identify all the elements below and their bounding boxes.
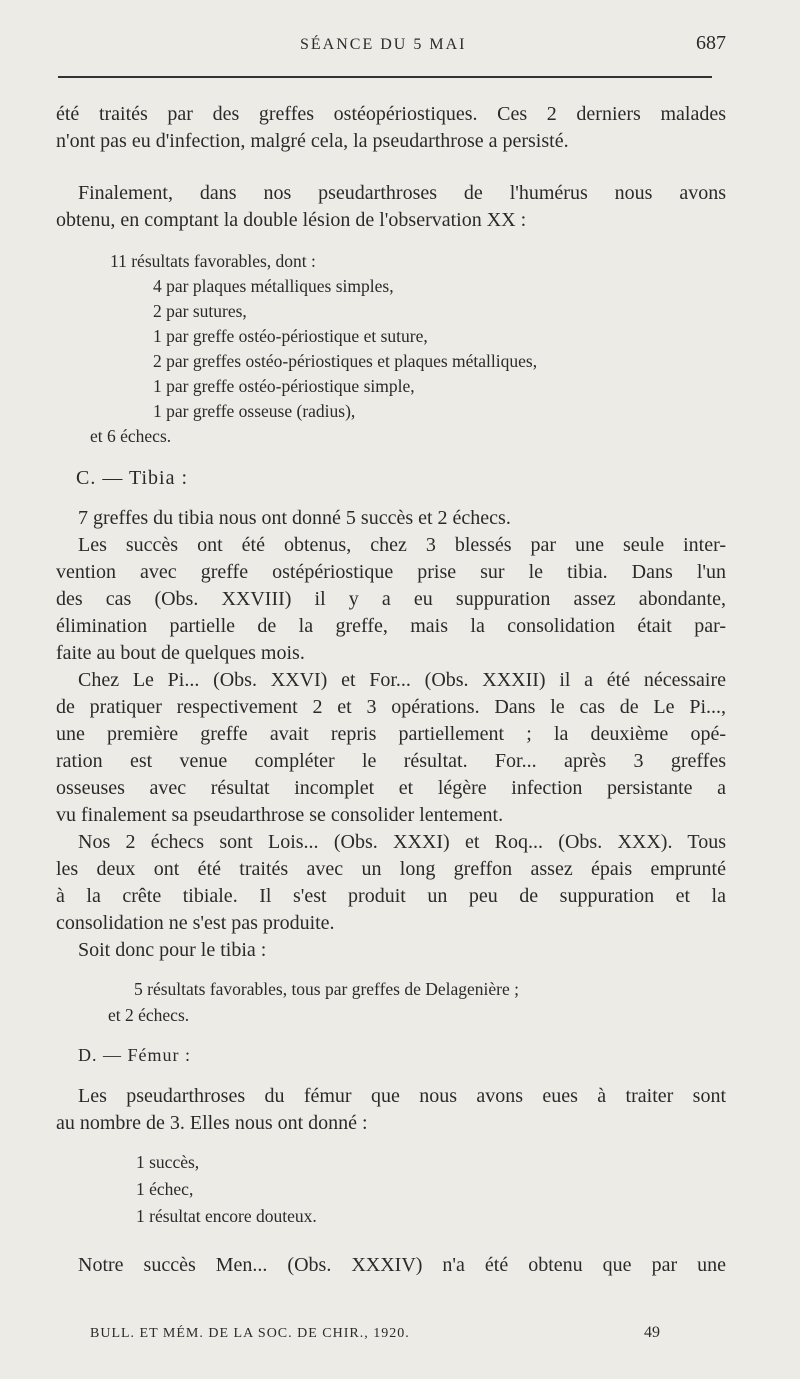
text-line: n'ont pas eu d'infection, malgré cela, la pseudarthrose a persisté. <box>56 130 569 152</box>
text-line: Soit donc pour le tibia : <box>78 939 267 961</box>
journal-citation: BULL. ET MÉM. DE LA SOC. DE CHIR., 1920. <box>90 1326 410 1341</box>
body-text <box>56 101 726 1279</box>
text-line: été traités par des greffes ostéopériostiques. Ces 2 derniers malades <box>56 103 726 125</box>
text-line: Chez Le Pi... (Obs. XXVI) et For... (Obs. XXXII) il a été nécessaire <box>78 669 726 691</box>
list-item: et 6 échecs. <box>90 426 172 446</box>
text-line: 7 greffes du tibia nous ont donné 5 succès et 2 échecs. <box>78 507 511 529</box>
paragraph-femur <box>56 1083 726 1137</box>
text-line: faite au bout de quelques mois. <box>56 642 305 664</box>
tibia-results-list <box>56 976 726 1028</box>
paragraph-1 <box>56 101 726 155</box>
text-line: les deux ont été traités avec un long greffon assez épais emprunté <box>56 858 726 880</box>
text-line: une première greffe avait repris partiellement ; la deuxième opé- <box>56 723 726 745</box>
list-item: 1 par greffe ostéo-périostique et suture, <box>153 326 428 346</box>
page-footer <box>90 1326 660 1350</box>
text-line: ration est venue compléter le résultat. For... après 3 greffes <box>56 750 726 772</box>
text-line: élimination partielle de la greffe, mais la consolidation était par- <box>56 615 726 637</box>
text-line: vention avec greffe ostépériostique prise sur le tibia. Dans l'un <box>56 561 726 583</box>
list-item: 1 échec, <box>136 1179 194 1199</box>
text-line: Notre succès Men... (Obs. XXXIV) n'a été obtenu que par une <box>78 1254 726 1276</box>
list-item: 2 par sutures, <box>153 301 247 321</box>
section-heading-femur: D. — Fémur : <box>78 1045 191 1065</box>
list-item: 4 par plaques métalliques simples, <box>153 276 394 296</box>
humerus-results-list <box>56 249 726 449</box>
text-line: des cas (Obs. XXVIII) il y a eu suppuration assez abondante, <box>56 588 726 610</box>
text-line: Finalement, dans nos pseudarthroses de l'humérus nous avons <box>78 182 726 204</box>
list-item: 11 résultats favorables, dont : <box>110 251 316 271</box>
sheet-number: 49 <box>644 1324 660 1341</box>
header-rule <box>58 76 712 78</box>
list-item: et 2 échecs. <box>108 1005 190 1025</box>
list-item: 1 par greffe ostéo-périostique simple, <box>153 376 415 396</box>
femur-results-list <box>56 1149 726 1230</box>
page-number: 687 <box>696 32 726 54</box>
text-line: Les succès ont été obtenus, chez 3 blessés par une seule inter- <box>78 534 726 556</box>
text-line: osseuses avec résultat incomplet et légère infection persistante a <box>56 777 726 799</box>
text-line: à la crête tibiale. Il s'est produit un peu de suppuration et la <box>56 885 726 907</box>
list-item: 2 par greffes ostéo-périostiques et plaques métalliques, <box>153 351 538 371</box>
section-heading-tibia: C. — Tibia : <box>76 467 189 489</box>
list-item: 1 succès, <box>136 1152 200 1172</box>
running-title: SÉANCE DU 5 MAI <box>300 36 467 53</box>
text-line: au nombre de 3. Elles nous ont donné : <box>56 1112 368 1134</box>
text-line: obtenu, en comptant la double lésion de l'observation XX : <box>56 209 527 231</box>
list-item: 5 résultats favorables, tous par greffes de Delagenière ; <box>134 979 520 999</box>
page-header <box>0 32 800 60</box>
paragraph-final <box>56 1252 726 1279</box>
text-line: vu finalement sa pseudarthrose se consolider lentement. <box>56 804 504 826</box>
text-line: Les pseudarthroses du fémur que nous avons eues à traiter sont <box>78 1085 726 1107</box>
list-item: 1 par greffe osseuse (radius), <box>153 401 356 421</box>
text-line: Nos 2 échecs sont Lois... (Obs. XXXI) et Roq... (Obs. XXX). Tous <box>78 831 726 853</box>
list-item: 1 résultat encore douteux. <box>136 1206 317 1226</box>
text-line: de pratiquer respectivement 2 et 3 opérations. Dans le cas de Le Pi..., <box>56 696 726 718</box>
paragraph-2 <box>56 180 726 234</box>
text-line: consolidation ne s'est pas produite. <box>56 912 335 934</box>
paragraph-tibia <box>56 505 726 964</box>
